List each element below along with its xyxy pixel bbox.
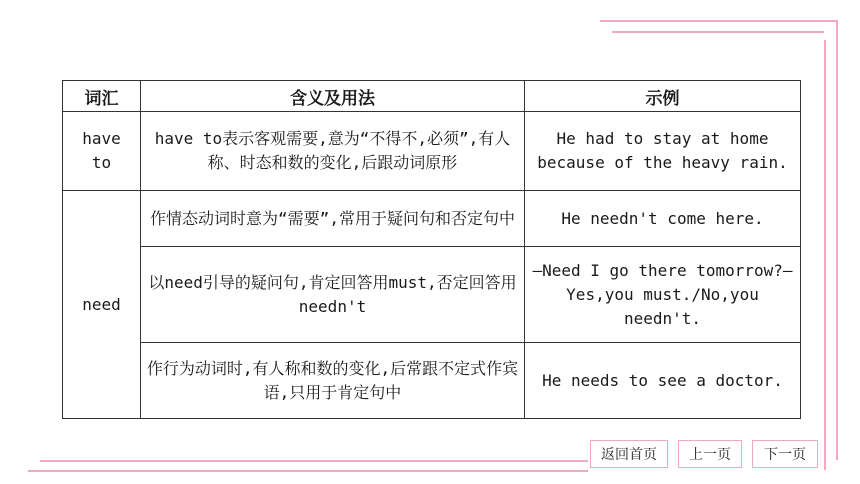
table-row: [63, 247, 801, 343]
decor-line-top-right-2: [612, 31, 824, 33]
usage-cell: 作情态动词时意为“需要”,常用于疑问句和否定句中: [141, 191, 525, 247]
example-cell: He needn't come here.: [525, 191, 801, 247]
word-cell: need: [63, 191, 141, 419]
example-cell: He needs to see a doctor.: [525, 343, 801, 419]
table-row: [63, 191, 801, 247]
decor-line-top-right-1: [600, 20, 836, 22]
header-example: 示例: [525, 81, 801, 112]
example-cell: —Need I go there tomorrow?—Yes,you must./No,you needn't.: [525, 247, 801, 343]
usage-cell: 以need引导的疑问句,肯定回答用must,否定回答用needn't: [141, 247, 525, 343]
home-button[interactable]: 返回首页: [590, 440, 668, 468]
usage-cell: have to表示客观需要,意为“不得不,必须”,有人称、时态和数的变化,后跟动词原形: [141, 112, 525, 191]
usage-cell: 作行为动词时,有人称和数的变化,后常跟不定式作宾语,只用于肯定句中: [141, 343, 525, 419]
table-row: [63, 112, 801, 191]
example-cell: He had to stay at home because of the heavy rain.: [525, 112, 801, 191]
decor-line-bottom-1: [28, 470, 588, 472]
vocab-table-container: [62, 80, 800, 419]
vocab-table: [62, 80, 801, 419]
decor-line-right-2: [824, 40, 826, 470]
next-page-button[interactable]: 下一页: [752, 440, 818, 468]
word-cell: have to: [63, 112, 141, 191]
table-row: [63, 343, 801, 419]
header-usage: 含义及用法: [141, 81, 525, 112]
decor-line-bottom-2: [40, 460, 588, 462]
prev-page-button[interactable]: 上一页: [678, 440, 742, 468]
header-word: 词汇: [63, 81, 141, 112]
table-header-row: [63, 81, 801, 112]
decor-line-right-1: [836, 20, 838, 460]
